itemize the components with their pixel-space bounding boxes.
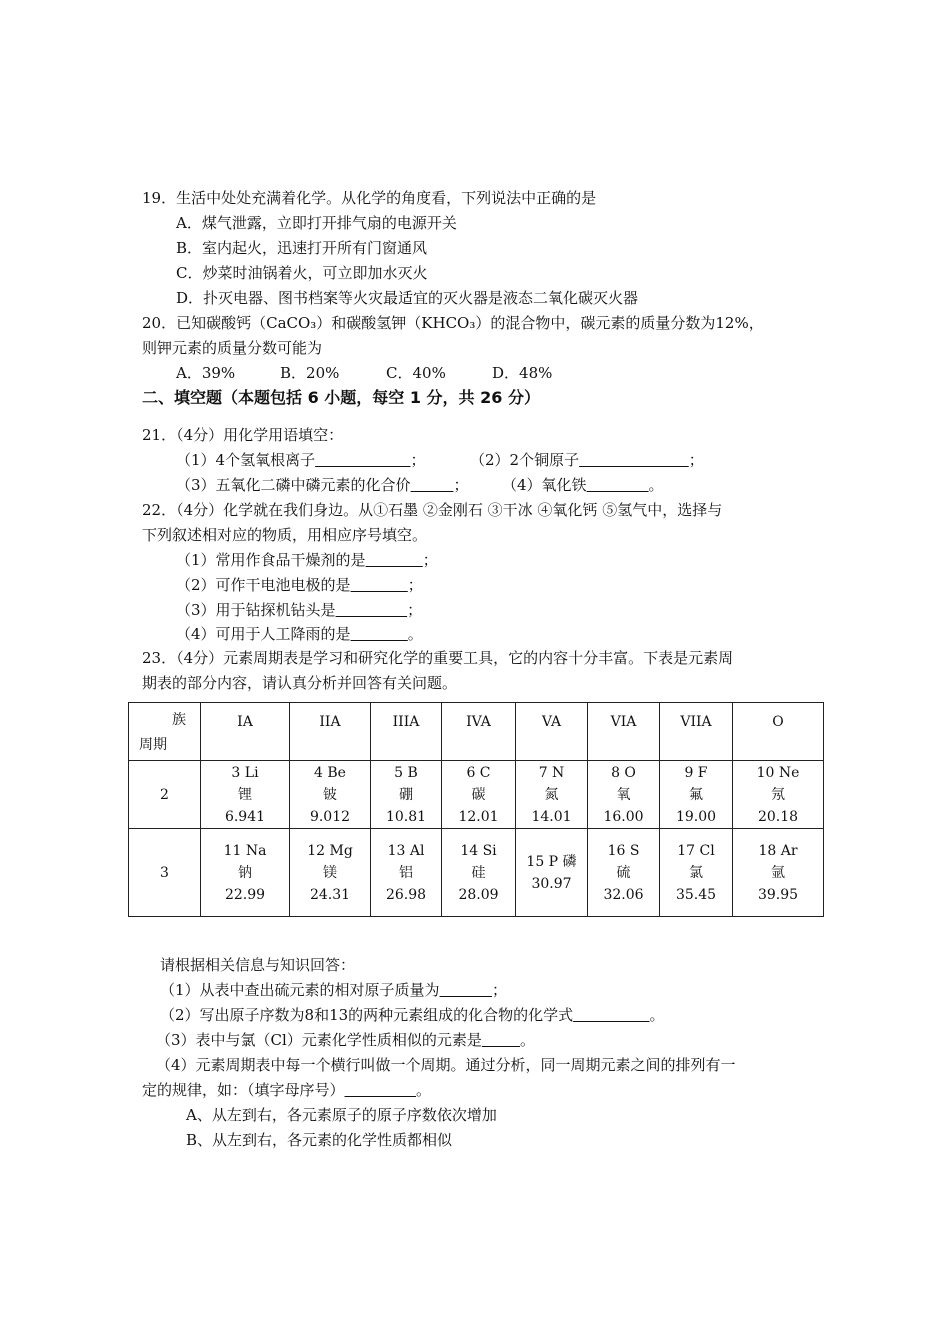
- element-name: 钠: [238, 864, 252, 881]
- element-cell: [733, 761, 824, 829]
- q21-part4-end: 。: [648, 476, 664, 494]
- element-name: 锂: [238, 786, 252, 803]
- element-name: 硫: [616, 864, 631, 881]
- q23-part3-blank[interactable]: [482, 1031, 520, 1049]
- group-header: IIA: [290, 703, 371, 761]
- element-cell: [442, 761, 516, 829]
- table-row: [129, 761, 824, 829]
- element-name: 氩: [771, 864, 785, 881]
- element-name: 硅: [471, 864, 486, 881]
- group-header: O: [733, 703, 824, 761]
- element-number-symbol: 6 C: [466, 764, 491, 781]
- q21-part1-blank[interactable]: [315, 451, 410, 469]
- element-cell: [442, 829, 516, 917]
- element-cell: [371, 761, 442, 829]
- corner-group-label: 族: [172, 712, 186, 728]
- q23-part2-end: 。: [649, 1006, 665, 1024]
- q21-part2-blank[interactable]: [579, 451, 689, 469]
- q23-part4-line1: （4）元素周期表中每一个横行叫做一个周期。通过分析，同一周期元素之间的排列有一: [156, 1056, 736, 1074]
- q22-part4: [176, 624, 423, 644]
- element-mass: 28.09: [458, 886, 499, 903]
- q23-part2-text: （2）写出原子序数为8和13的两种元素组成的化合物的化学式: [160, 1006, 574, 1024]
- q23-part4-line2: [142, 1080, 431, 1100]
- q22-part3-text: （3）用于钻探机钻头是: [176, 601, 336, 619]
- element-mass: 16.00: [603, 808, 644, 825]
- q23-intro: 请根据相关信息与知识回答：: [160, 956, 356, 974]
- q21-part2: [470, 450, 704, 470]
- element-name: 氮: [544, 786, 559, 803]
- q21-part3-sep: ；: [453, 476, 469, 494]
- q22-part2-sep: ；: [407, 576, 423, 594]
- q22-part3-blank[interactable]: [336, 601, 408, 619]
- element-cell: [516, 761, 588, 829]
- q23-part1-sep: ；: [492, 981, 508, 999]
- element-number-symbol: 11 Na: [223, 842, 267, 859]
- q23-stem-line2: 期表的部分内容，请认真分析并回答有关问题。: [142, 674, 458, 692]
- element-name: 镁: [323, 864, 337, 881]
- element-cell: [588, 829, 660, 917]
- element-cell: [290, 829, 371, 917]
- q22-part4-blank[interactable]: [351, 625, 408, 643]
- element-name: 硼: [399, 786, 413, 803]
- group-header: VIA: [588, 703, 660, 761]
- element-mass: 12.01: [458, 808, 499, 825]
- q19-option-b: B．室内起火，迅速打开所有门窗通风: [176, 239, 428, 257]
- group-header: VA: [516, 703, 588, 761]
- q23-part1-blank[interactable]: [440, 981, 492, 999]
- q19-stem: 19．生活中处处充满着化学。从化学的角度看，下列说法中正确的是: [142, 189, 597, 207]
- periodic-table: [128, 702, 824, 917]
- q22-part4-text: （4）可用于人工降雨的是: [176, 625, 351, 643]
- q23-part2: [160, 1005, 665, 1025]
- q22-part2: [176, 575, 423, 595]
- q21-part1: [176, 450, 425, 470]
- element-cell: [588, 761, 660, 829]
- q22-part3: [176, 600, 422, 620]
- q22-part1-blank[interactable]: [366, 551, 423, 569]
- q19-option-a: A．煤气泄露，立即打开排气扇的电源开关: [176, 214, 457, 232]
- element-name: 铍: [323, 786, 337, 803]
- element-name: 氟: [689, 786, 703, 803]
- q21-part1-text: （1）4个氢氧根离子: [176, 451, 316, 469]
- element-mass: 35.45: [675, 886, 717, 903]
- element-number-symbol: 17 Cl: [677, 842, 715, 859]
- group-header: IA: [201, 703, 290, 761]
- table-row: [129, 829, 824, 917]
- period-label: 3: [129, 829, 201, 917]
- q22-part4-end: 。: [407, 625, 423, 643]
- q21-part4-blank[interactable]: [587, 476, 649, 494]
- group-header: VIIA: [660, 703, 733, 761]
- q23-part3-text: （3）表中与氯（Cl）元素化学性质相似的元素是: [156, 1031, 482, 1049]
- q22-stem-line2: 下列叙述相对应的物质，用相应序号填空。: [142, 526, 428, 544]
- q21-part1-sep: ；: [410, 451, 426, 469]
- element-cell: [516, 829, 588, 917]
- element-number-symbol: 3 Li: [231, 764, 259, 781]
- q22-part1-text: （1）常用作食品干燥剂的是: [176, 551, 366, 569]
- section-2-title: 二、填空题（本题包括 6 小题，每空 1 分，共 26 分）: [142, 388, 540, 407]
- element-mass: 20.18: [757, 808, 799, 825]
- q21-part2-text: （2）2个铜原子: [470, 451, 580, 469]
- element-number-symbol: 15 P 磷: [526, 853, 577, 870]
- q23-part3: [156, 1030, 535, 1050]
- element-mass: 6.941: [224, 808, 266, 825]
- q19-option-d: D．扑灭电器、图书档案等火灾最适宜的灭火器是液态二氧化碳灭火器: [176, 289, 639, 307]
- element-mass: 14.01: [531, 808, 572, 825]
- q22-part1-sep: ；: [422, 551, 438, 569]
- q22-part2-text: （2）可作干电池电极的是: [176, 576, 351, 594]
- element-number-symbol: 8 O: [611, 764, 636, 781]
- q21-part3-blank[interactable]: [411, 476, 454, 494]
- q21-part4-text: （4）氧化铁: [502, 476, 587, 494]
- element-number-symbol: 7 N: [538, 764, 565, 781]
- element-mass: 30.97: [531, 875, 572, 892]
- element-number-symbol: 5 B: [394, 764, 418, 781]
- element-mass: 22.99: [224, 886, 266, 903]
- q21-part4: [502, 475, 664, 495]
- q23-option-b: B、从左到右，各元素的化学性质都相似: [186, 1131, 453, 1149]
- element-name: 氧: [616, 786, 631, 803]
- element-name: 铝: [399, 864, 413, 881]
- element-number-symbol: 16 S: [607, 842, 640, 859]
- q20-option-a: A．39%: [176, 364, 236, 382]
- q23-part1: [160, 980, 507, 1000]
- element-mass: 24.31: [309, 886, 351, 903]
- element-mass: 19.00: [675, 808, 717, 825]
- q23-stem-line1: 23．（4分）元素周期表是学习和研究化学的重要工具，它的内容十分丰富。下表是元素周: [142, 649, 734, 667]
- element-name: 氖: [771, 786, 785, 803]
- element-mass: 39.95: [757, 886, 799, 903]
- q23-part4-blank[interactable]: [345, 1081, 417, 1099]
- element-number-symbol: 14 Si: [460, 842, 497, 859]
- element-cell: [660, 761, 733, 829]
- q23-part3-end: 。: [519, 1031, 535, 1049]
- group-header: IVA: [442, 703, 516, 761]
- table-header-row: [129, 703, 824, 761]
- element-cell: [201, 829, 290, 917]
- element-number-symbol: 9 F: [684, 764, 708, 781]
- q22-part1: [176, 550, 438, 570]
- q19-option-c: C．炒菜时油锅着火，可立即加水灭火: [176, 264, 428, 282]
- element-number-symbol: 18 Ar: [758, 842, 798, 859]
- q23-option-a: A、从左到右，各元素原子的原子序数依次增加: [186, 1106, 497, 1124]
- element-cell: [201, 761, 290, 829]
- element-name: 碳: [471, 786, 486, 803]
- q21-part2-sep: ；: [688, 451, 704, 469]
- element-number-symbol: 13 Al: [387, 842, 425, 859]
- q22-stem-line1: 22．（4分）化学就在我们身边。从①石墨 ②金刚石 ③干冰 ④氧化钙 ⑤氢气中，选择与: [142, 501, 723, 519]
- element-mass: 9.012: [309, 808, 351, 825]
- element-cell: [660, 829, 733, 917]
- q20-option-b: B．20%: [280, 364, 340, 382]
- q20-stem-line1: 20．已知碳酸钙（CaCO₃）和碳酸氢钾（KHCO₃）的混合物中，碳元素的质量分数为12%，: [142, 314, 764, 332]
- element-mass: 26.98: [385, 886, 427, 903]
- element-cell: [733, 829, 824, 917]
- q23-part4-text: 定的规律，如：（填字母序号）: [142, 1081, 345, 1099]
- corner-period-label: 周期: [139, 737, 167, 753]
- element-cell: [290, 761, 371, 829]
- q20-option-c: C．40%: [386, 364, 446, 382]
- q21-part3-text: （3）五氧化二磷中磷元素的化合价: [176, 476, 411, 494]
- element-name: 氯: [689, 864, 703, 881]
- group-header: IIIA: [371, 703, 442, 761]
- q21-stem: 21．（4分）用化学用语填空：: [142, 426, 344, 444]
- element-number-symbol: 10 Ne: [756, 764, 800, 781]
- q21-part3: [176, 475, 468, 495]
- q23-part4-end: 。: [416, 1081, 432, 1099]
- element-mass: 10.81: [385, 808, 427, 825]
- element-number-symbol: 4 Be: [314, 764, 346, 781]
- element-mass: 32.06: [603, 886, 644, 903]
- q23-part1-text: （1）从表中查出硫元素的相对原子质量为: [160, 981, 440, 999]
- q22-part3-sep: ；: [407, 601, 423, 619]
- element-number-symbol: 12 Mg: [307, 842, 353, 859]
- q23-part2-blank[interactable]: [573, 1006, 649, 1024]
- period-label: 2: [129, 761, 201, 829]
- q20-stem-line2: 则钾元素的质量分数可能为: [142, 339, 323, 357]
- element-cell: [371, 829, 442, 917]
- table-corner-cell: [129, 703, 201, 761]
- q22-part2-blank[interactable]: [351, 576, 408, 594]
- q20-option-d: D．48%: [492, 364, 553, 382]
